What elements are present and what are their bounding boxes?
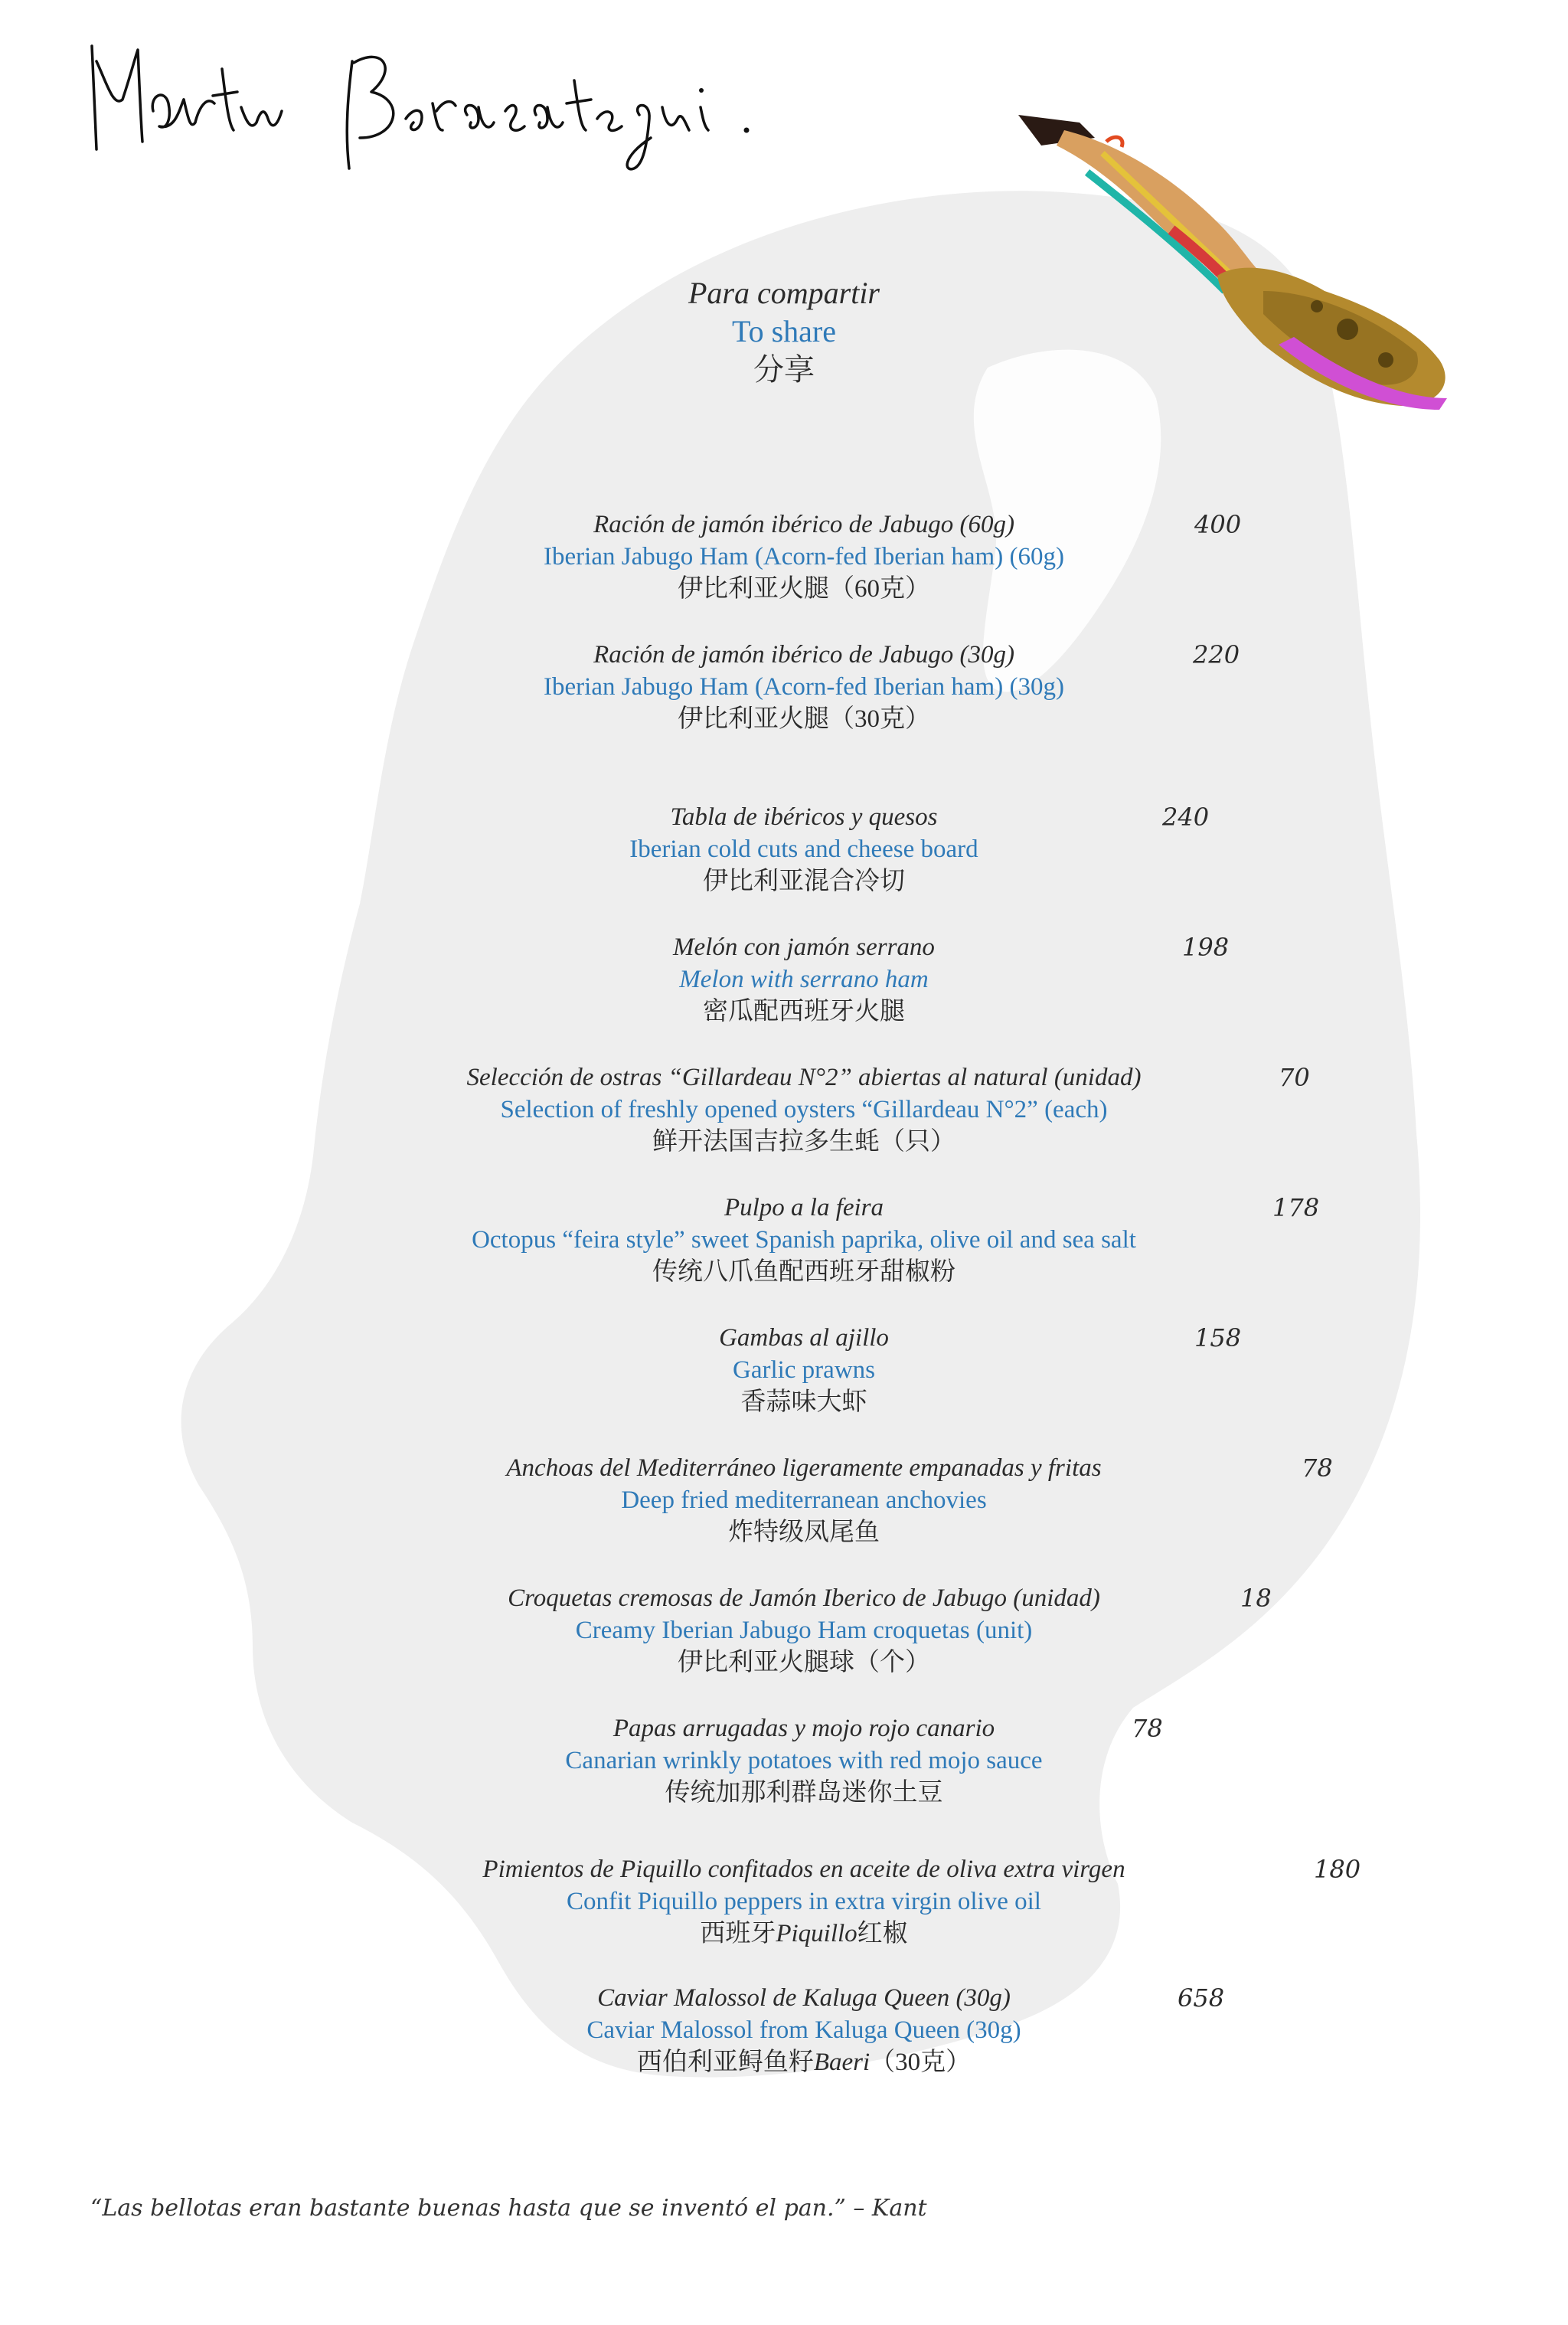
menu-item [383,508,1225,605]
item-name-es: Pimientos de Piquillo confitados en aceite de oliva extra virgen [482,1856,1125,1883]
item-name-zh: 传统八爪鱼配西班牙甜椒粉 [652,1258,956,1286]
item-name-es: Melón con jamón serrano [673,934,935,961]
item-name-zh: 伊比利亚火腿（60克） [678,575,930,603]
item-price: 18 [1240,1584,1272,1613]
item-name-zh: 西伯利亚鲟鱼籽Baeri（30克） [636,2049,972,2076]
menu-item [383,801,1225,898]
menu-item [383,1322,1225,1418]
item-name-en: Confit Piquillo peppers in extra virgin olive oil [567,1888,1041,1915]
item-name-en: Caviar Malossol from Kaluga Queen (30g) [586,2016,1021,2044]
item-price: 198 [1182,933,1230,962]
item-name-zh: 密瓜配西班牙火腿 [703,998,905,1025]
item-name-en: Deep fried mediterranean anchovies [621,1486,987,1514]
item-price: 158 [1194,1323,1242,1352]
item-name-zh: 炸特级凤尾鱼 [728,1519,880,1546]
item-price: 400 [1194,510,1242,539]
section-title-zh: 分享 [753,352,815,387]
item-price: 78 [1132,1714,1163,1743]
item-name-en: Iberian Jabugo Ham (Acorn-fed Iberian ham) (60g) [544,543,1064,571]
item-name-zh: 西班牙Piquillo红椒 [700,1920,908,1947]
item-name-en: Selection of freshly opened oysters “Gillardeau N°2” (each) [500,1096,1108,1123]
item-price: 180 [1314,1855,1361,1884]
menu-item [383,1061,1225,1158]
item-name-es: Tabla de ibéricos y quesos [670,803,938,831]
item-price: 78 [1302,1454,1333,1483]
item-price: 658 [1178,1983,1225,2013]
item-name-es: Ración de jamón ibérico de Jabugo (60g) [593,511,1014,538]
item-name-en: Iberian cold cuts and cheese board [629,835,978,863]
item-name-es: Selección de ostras “Gillardeau N°2” abiertas al natural (unidad) [466,1064,1142,1091]
menu-item [383,639,1225,735]
item-name-zh: 伊比利亚混合冷切 [703,868,905,895]
signature-logo [77,15,766,184]
menu-item [383,1192,1225,1288]
section-title [0,274,1568,389]
item-name-en: Octopus “feira style” sweet Spanish paprika, olive oil and sea salt [472,1226,1136,1254]
item-name-es: Gambas al ajillo [719,1324,889,1352]
menu-item [383,1582,1225,1679]
item-name-es: Pulpo a la feira [724,1194,884,1221]
item-name-zh: 伊比利亚火腿（30克） [678,705,930,733]
item-price: 70 [1279,1063,1310,1092]
menu-item [383,1712,1225,1809]
section-title-en: To share [731,314,837,348]
item-name-zh: 传统加那利群岛迷你土豆 [665,1779,943,1807]
footer-quote: “Las bellotas eran bastante buenas hasta que se inventó el pan.” – Kant [90,2195,927,2222]
item-name-zh: 香蒜味大虾 [740,1388,867,1416]
item-name-en: Melon with serrano ham [679,966,929,993]
menu-item [383,931,1225,1028]
item-name-en: Creamy Iberian Jabugo Ham croquetas (unit) [575,1617,1033,1644]
item-name-zh: 鲜开法国吉拉多生蚝（只） [652,1128,956,1156]
item-price: 178 [1272,1193,1320,1222]
menu-item [383,1982,1225,2078]
item-name-es: Anchoas del Mediterráneo ligeramente empanadas y fritas [506,1454,1102,1482]
item-name-en: Canarian wrinkly potatoes with red mojo sauce [565,1747,1043,1774]
item-name-zh: 伊比利亚火腿球（个） [678,1649,930,1676]
item-name-en: Iberian Jabugo Ham (Acorn-fed Iberian ham) (30g) [544,673,1064,701]
menu-item [383,1853,1225,1950]
section-title-es: Para compartir [688,276,880,310]
item-name-es: Caviar Malossol de Kaluga Queen (30g) [597,1984,1011,2012]
item-name-es: Ración de jamón ibérico de Jabugo (30g) [593,641,1014,669]
item-name-en: Garlic prawns [732,1356,875,1384]
menu-item [383,1452,1225,1548]
item-price: 240 [1162,803,1210,832]
item-price: 220 [1193,640,1240,669]
item-name-es: Papas arrugadas y mojo rojo canario [612,1715,995,1742]
item-name-es: Croquetas cremosas de Jamón Iberico de Jabugo (unidad) [508,1584,1100,1612]
